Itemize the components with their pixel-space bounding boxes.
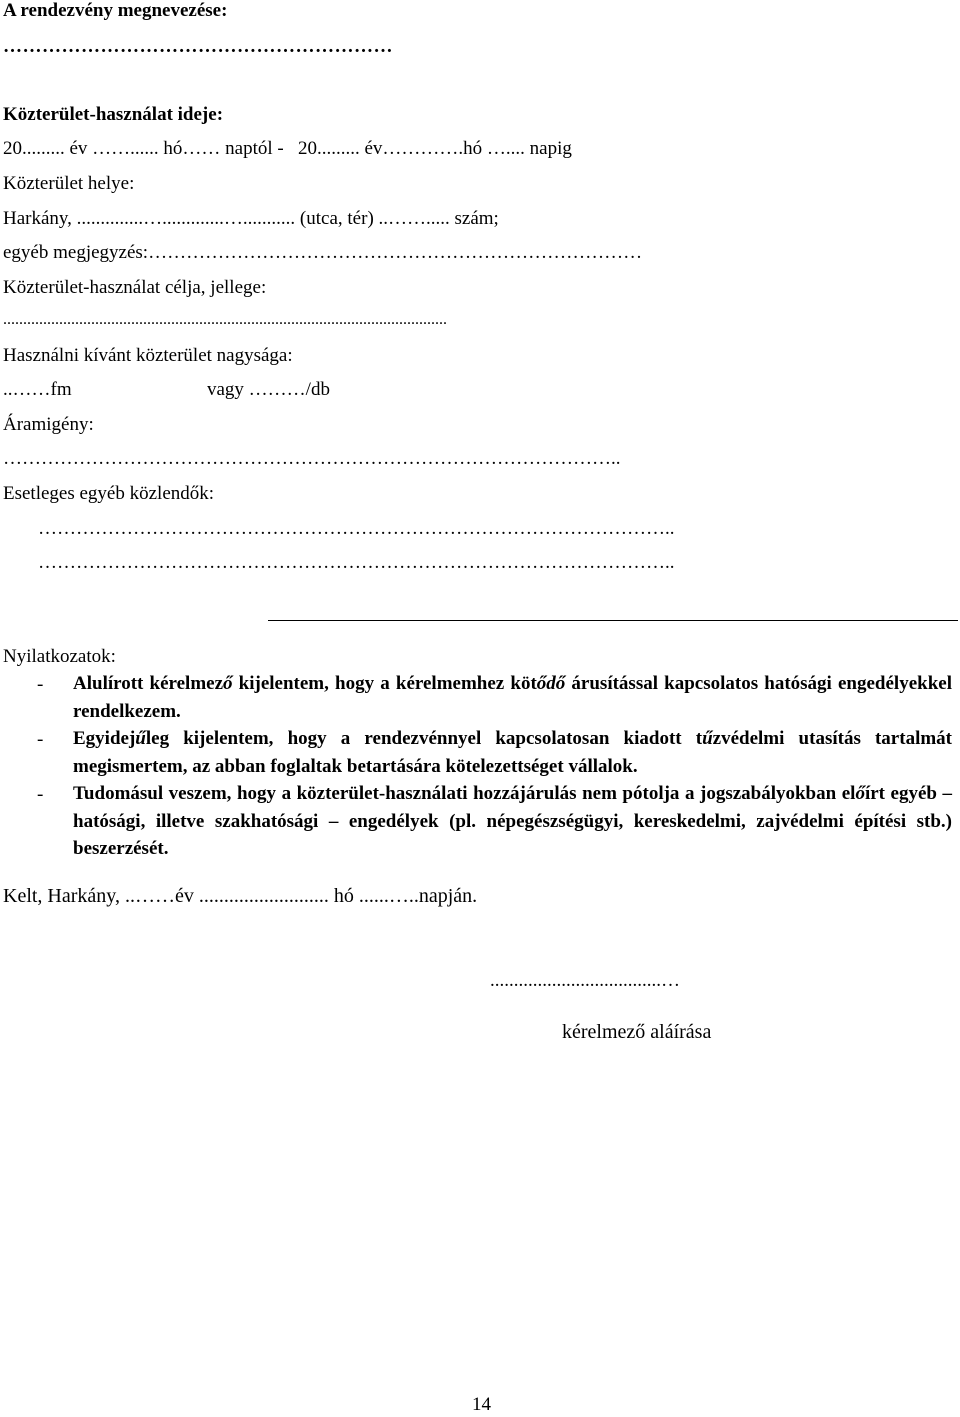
other-info-blank-1: ……………………………………………………………………………………….. [38,518,675,539]
size-or-db: vagy ………/db [207,379,330,400]
power-label: Áramigény: [3,414,94,435]
signature-label: kérelmező aláírása [562,1021,712,1043]
declaration-3-dash: - [37,784,44,805]
declarations-title: Nyilatkozatok: [3,646,116,667]
other-info-blank-2: ……………………………………………………………………………………….. [38,552,675,573]
usage-time-line: 20......... év ……...... hó…… naptól - 20......... év………….hó ….... napig [3,138,572,159]
section-divider [268,620,958,621]
declaration-2: Egyidejűleg kijelentem, hogy a rendezvénnyel kapcsolatosan kiadott tűzvédelmi utasítás tartalmát megismertem, az abban foglaltak betartására kötelezettséget vállalok. [73,728,952,777]
size-fm: ..……fm [3,379,72,400]
declaration-1-dash: - [37,674,44,695]
event-name-blank: …………………………………………………… [3,36,393,57]
size-label: Használni kívánt közterület nagysága: [3,345,293,366]
power-blank: …………………………………………………………………………………….. [3,448,621,469]
declaration-2-dash: - [37,729,44,750]
purpose-label: Közterület-használat célja, jellege: [3,277,267,298]
other-note-line: egyéb megjegyzés:…………………………………………………………………… [3,242,643,263]
signature-dots: ....................................… [490,970,680,991]
declaration-1: Alulírott kérelmező kijelentem, hogy a kérelmemhez kötődő árusítással kapcsolatos hatósági engedélyekkel rendelkezem. [73,673,952,722]
purpose-blank: ............................................................................................................... [3,311,447,328]
usage-time-label: Közterület-használat ideje: [3,104,224,125]
page-number: 14 [472,1394,491,1415]
declaration-3: Tudomásul veszem, hogy a közterület-használati hozzájárulás nem pótolja a jogszabályokban előírt egyéb – hatósági, illetve szakhatósági – engedélyek (pl. népegészségügyi, kereskedelmi, zajvédelmi építési stb.) beszerzését. [73,783,952,859]
dated-line: Kelt, Harkány, ..……év .......................... hó ......…..napján. [3,885,478,907]
other-info-label: Esetleges egyéb közlendők: [3,483,215,504]
event-name-label: A rendezvény megnevezése: [3,0,228,21]
location-label: Közterület helye: [3,173,135,194]
location-line: Harkány, ..............….............…........... (utca, tér) ..……..... szám; [3,208,499,229]
